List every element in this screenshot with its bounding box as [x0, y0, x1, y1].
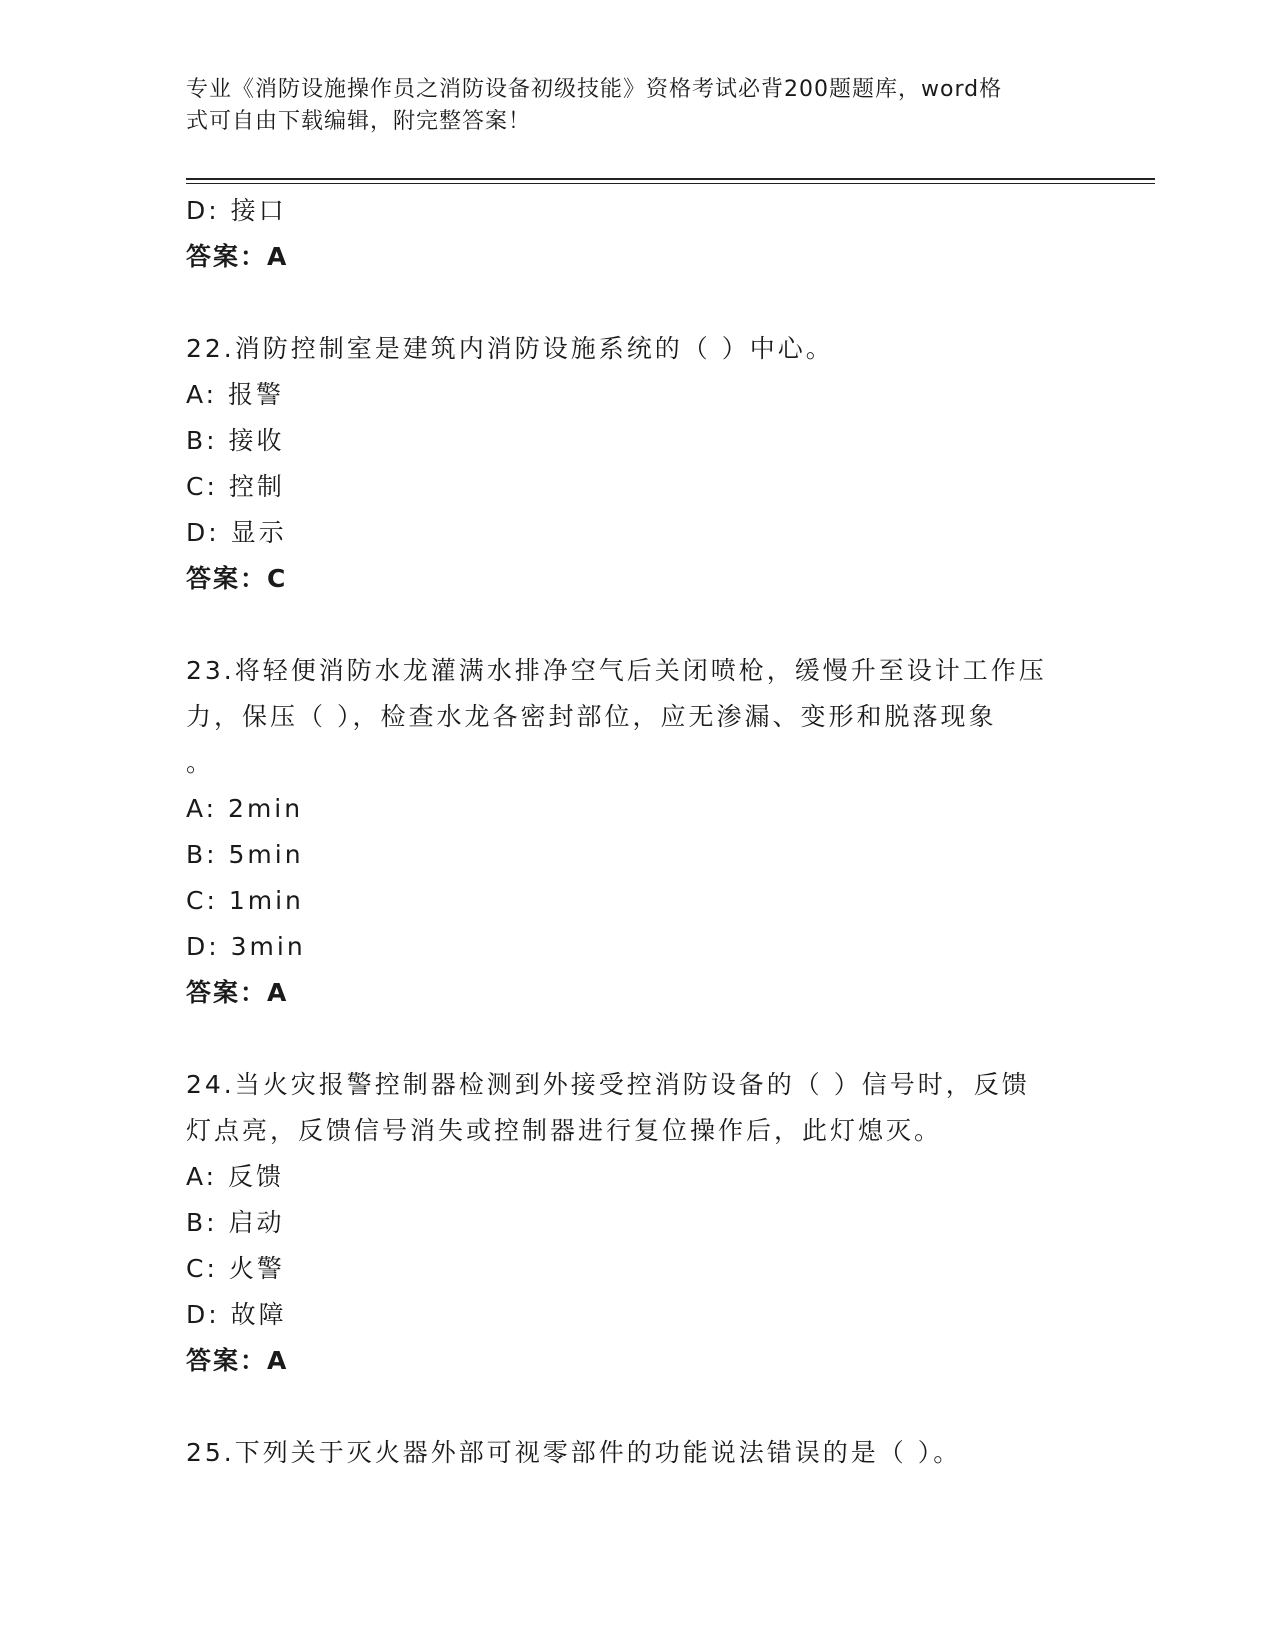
question-stem-line-2: 力，保压（ ），检查水龙各密封部位，应无渗漏、变形和脱落现象 [186, 702, 997, 731]
question-stem: 25.下列关于灭火器外部可视零部件的功能说法错误的是（ ）。 [186, 1438, 962, 1467]
question-stem-line-1: 23.将轻便消防水龙灌满水排净空气后关闭喷枪，缓慢升至设计工作压 [186, 656, 1047, 685]
question-stem: 22.消防控制室是建筑内消防设施系统的（ ）中心。 [186, 334, 834, 363]
spacer [186, 1384, 1086, 1430]
header-line-2: 式可自由下载编辑，附完整答案！ [186, 109, 532, 134]
option-a: A: 报警 [186, 380, 285, 409]
header-divider-thin [186, 183, 1155, 184]
document-header [186, 74, 1066, 138]
answer-line: 答案：A [186, 1346, 289, 1375]
question-block-23 [186, 648, 1086, 1016]
question-block-24 [186, 1062, 1086, 1384]
header-divider-thick [186, 178, 1155, 180]
option-c: C: 1min [186, 886, 304, 915]
question-stem-line-3: 。 [186, 748, 215, 777]
spacer [186, 280, 1086, 326]
option-a: A: 反馈 [186, 1162, 285, 1191]
question-stem-line-2: 灯点亮，反馈信号消失或控制器进行复位操作后，此灯熄灭。 [186, 1116, 943, 1145]
question-block-21-tail [186, 188, 1086, 280]
answer-line: 答案：A [186, 242, 289, 271]
answer-line: 答案：A [186, 978, 289, 1007]
option-d: D: 故障 [186, 1300, 287, 1329]
question-block-25 [186, 1430, 1086, 1476]
option-d: D: 显示 [186, 518, 287, 547]
option-c: C: 火警 [186, 1254, 285, 1283]
answer-line: 答案：C [186, 564, 288, 593]
question-stem-line-1: 24.当火灾报警控制器检测到外接受控消防设备的（ ）信号时，反馈 [186, 1070, 1030, 1099]
header-line-1: 专业《消防设施操作员之消防设备初级技能》资格考试必背200题题库，word格 [186, 77, 1003, 102]
spacer [186, 1016, 1086, 1062]
question-block-22 [186, 326, 1086, 602]
option-c: C: 控制 [186, 472, 285, 501]
option-a: A: 2min [186, 794, 304, 823]
option-b: B: 接收 [186, 426, 285, 455]
option-b: B: 5min [186, 840, 304, 869]
option-d: D: 3min [186, 932, 306, 961]
option-b: B: 启动 [186, 1208, 285, 1237]
spacer [186, 602, 1086, 648]
question-list [186, 188, 1086, 1476]
option-d: D: 接口 [186, 196, 287, 225]
